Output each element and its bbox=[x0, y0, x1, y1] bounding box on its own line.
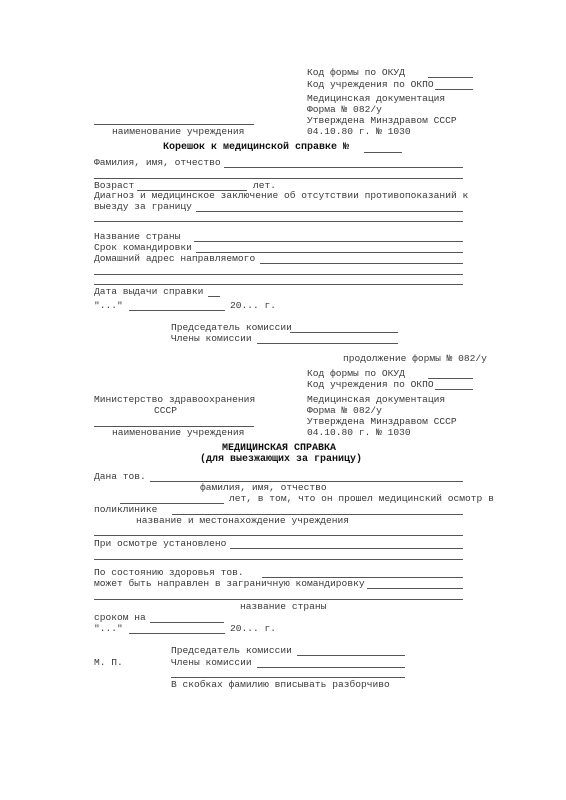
members-field[interactable] bbox=[257, 343, 398, 344]
members-label: Члены комиссии bbox=[171, 333, 252, 344]
okud-field[interactable] bbox=[428, 77, 473, 78]
age-label: Возраст bbox=[94, 180, 135, 191]
may-go-field[interactable] bbox=[367, 588, 463, 589]
certificate-title: МЕДИЦИНСКАЯ СПРАВКА bbox=[222, 443, 337, 454]
clinic-label: поликлинике bbox=[94, 504, 158, 515]
institution-caption: наименование учреждения bbox=[112, 126, 245, 137]
med-doc-label: Медицинская документация bbox=[307, 93, 446, 104]
cert-year: 20... г. bbox=[230, 623, 277, 634]
fio-field-2[interactable] bbox=[94, 178, 463, 179]
form-number-2: Форма № 082/у bbox=[307, 405, 382, 416]
okpo-label-2: Код учреждения по ОКПО bbox=[307, 379, 434, 390]
stub-title: Корешок к медицинской справке № bbox=[163, 142, 350, 153]
issue-date-field[interactable] bbox=[208, 296, 220, 297]
fio-field[interactable] bbox=[224, 167, 463, 168]
okud-field-2[interactable] bbox=[428, 378, 473, 379]
clinic-caption: название и местонахождение учреждения bbox=[136, 515, 350, 526]
may-go-label: может быть направлен в заграничную командировку bbox=[94, 578, 365, 589]
note-label: В скобках фамилию вписывать разборчиво bbox=[171, 679, 390, 690]
address-field-2[interactable] bbox=[94, 274, 463, 275]
chairman-field[interactable] bbox=[290, 332, 398, 333]
approval-date: 04.10.80 г. № 1030 bbox=[307, 126, 411, 137]
stub-number-field[interactable] bbox=[364, 152, 402, 153]
diagnosis-field[interactable] bbox=[196, 211, 463, 212]
diagnosis-field-2[interactable] bbox=[94, 221, 463, 222]
institution-field[interactable] bbox=[94, 124, 254, 125]
continuation-label: продолжение формы № 082/у bbox=[343, 353, 487, 364]
institution-caption-2: наименование учреждения bbox=[112, 427, 245, 438]
years-text: лет, в том, что он прошел медицинский осмотр в bbox=[229, 493, 494, 504]
approved-label-2: Утверждена Минздравом СССР bbox=[307, 416, 457, 427]
approved-label: Утверждена Минздравом СССР bbox=[307, 115, 457, 126]
approval-date-2: 04.10.80 г. № 1030 bbox=[307, 427, 411, 438]
okpo-field-2[interactable] bbox=[435, 389, 473, 390]
term-label-2: сроком на bbox=[94, 612, 146, 623]
cert-day: "..." bbox=[94, 623, 123, 634]
okud-label: Код формы по ОКУД bbox=[307, 67, 405, 78]
fio-caption: фамилия, имя, отчество bbox=[200, 482, 327, 493]
okpo-label: Код учреждения по ОКПО bbox=[307, 79, 434, 90]
exam-field-2[interactable] bbox=[94, 559, 463, 560]
address-label: Домашний адрес направляемого bbox=[94, 253, 256, 264]
ministry-label: Министерство здравоохранения bbox=[94, 394, 256, 405]
members-field-2[interactable] bbox=[257, 667, 405, 668]
members-label-2: Члены комиссии bbox=[171, 657, 252, 668]
chairman-label: Председатель комиссии bbox=[171, 322, 292, 333]
years-label: лет. bbox=[253, 180, 277, 191]
address-field-3[interactable] bbox=[94, 284, 463, 285]
issue-date-label: Дата выдачи справки bbox=[94, 286, 204, 297]
country-caption: название страны bbox=[240, 601, 327, 612]
exam-label: При осмотре установлено bbox=[94, 538, 227, 549]
country-label: Название страны bbox=[94, 231, 181, 242]
issue-day: "..." bbox=[94, 300, 123, 311]
chairman-label-2: Председатель комиссии bbox=[171, 645, 292, 656]
health-label: По состоянию здоровья тов. bbox=[94, 567, 244, 578]
exam-pre-field[interactable] bbox=[94, 535, 463, 536]
country-field-2[interactable] bbox=[94, 599, 463, 600]
fio-label: Фамилия, имя, отчество bbox=[94, 157, 221, 168]
term-field-2[interactable] bbox=[150, 622, 224, 623]
ministry-label-2: СССР bbox=[154, 405, 178, 416]
diagnosis-label-2: выезду за границу bbox=[94, 201, 192, 212]
given-label: Дана тов. bbox=[94, 471, 146, 482]
country-field[interactable] bbox=[194, 241, 463, 242]
cert-month-field[interactable] bbox=[129, 633, 225, 634]
okpo-field[interactable] bbox=[435, 89, 473, 90]
members-field-3[interactable] bbox=[171, 677, 405, 678]
issue-year: 20... г. bbox=[230, 300, 277, 311]
certificate-subtitle: (для выезжающих за границу) bbox=[200, 454, 363, 465]
stamp-label: М. П. bbox=[94, 657, 123, 668]
med-doc-label-2: Медицинская документация bbox=[307, 394, 446, 405]
okud-label-2: Код формы по ОКУД bbox=[307, 368, 405, 379]
term-label: Срок командировки bbox=[94, 242, 192, 253]
chairman-field-2[interactable] bbox=[297, 655, 405, 656]
form-number: Форма № 082/у bbox=[307, 104, 382, 115]
issue-month-field[interactable] bbox=[129, 310, 225, 311]
address-field[interactable] bbox=[260, 263, 463, 264]
exam-field[interactable] bbox=[230, 548, 463, 549]
diagnosis-label: Диагноз и медицинское заключение об отсутствии противопоказаний к bbox=[94, 190, 469, 201]
